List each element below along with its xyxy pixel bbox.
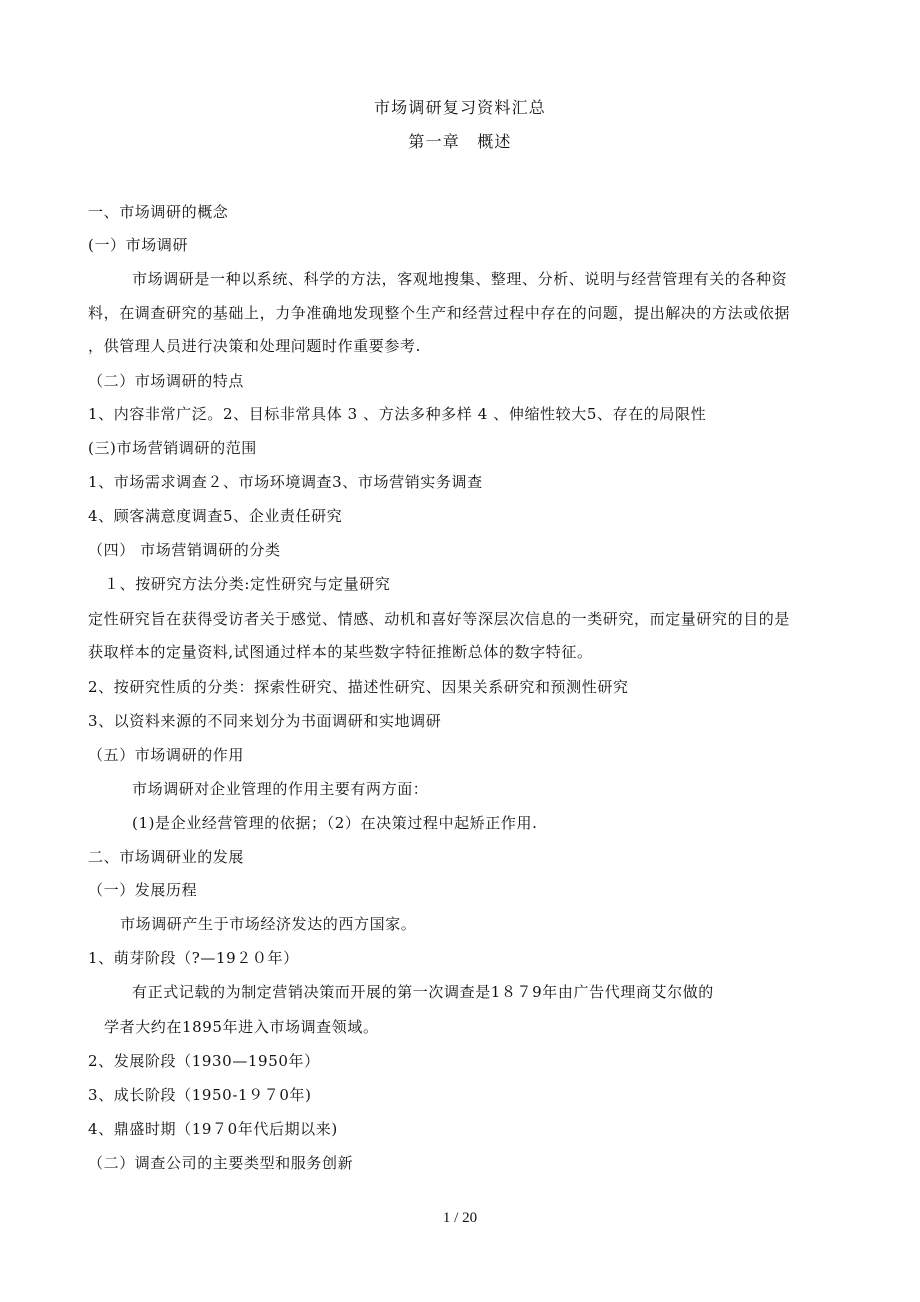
text-line: （四） 市场营销调研的分类 [88,541,281,559]
text-line: 1、市场需求调查２、市场环境调查3、市场营销实务调查 [88,473,483,491]
chapter-heading: 第一章 概述 [408,132,512,151]
text-line: (1)是企业经营管理的依据；（2）在决策过程中起矫正作用. [132,814,538,832]
text-line: 学者大约在1895年进入市场调查领域。 [104,1018,379,1036]
text-line: 一、市场调研的概念 [88,203,229,221]
text-line: (一）市场调研 [88,236,189,254]
text-line: ，供管理人员进行决策和处理问题时作重要参考. [88,337,421,355]
text-line: 3、以资料来源的不同来划分为书面调研和实地调研 [88,712,442,730]
text-line: 市场调研产生于市场经济发达的西方国家。 [120,915,417,933]
text-line: 1、内容非常广泛。2、目标非常具体 3 、方法多种多样 4 、伸缩性较大5、存在的局限性 [88,405,707,423]
text-line: 市场调研是一种以系统、科学的方法，客观地搜集、整理、分析、说明与经营管理有关的各种资 [132,270,788,288]
text-line: 有正式记载的为制定营销决策而开展的第一次调查是1８７9年由广告代理商艾尔做的 [132,983,714,1001]
text-line: （一）发展历程 [88,881,198,899]
text-line: 4、顾客满意度调查5、企业责任研究 [88,507,343,525]
text-line: 市场调研对企业管理的作用主要有两方面： [132,780,429,798]
text-line: （五）市场调研的作用 [88,746,245,764]
text-line: 4、鼎盛时期（19７0年代后期以来) [88,1120,338,1138]
text-line: 定性研究旨在获得受访者关于感觉、情感、动机和喜好等深层次信息的一类研究，而定量研究的目的是 [88,610,791,628]
document-title: 市场调研复习资料汇总 [373,98,546,117]
text-line: 1、萌芽阶段（?—19２０年） [88,949,299,967]
text-line: 2、发展阶段（1930—1950年） [88,1052,320,1070]
page-indicator: 1 / 20 [442,1210,478,1226]
text-line: 3、成长阶段（1950-1９７0年) [88,1086,312,1104]
text-line: 2、按研究性质的分类：探索性研究、描述性研究、因果关系研究和预测性研究 [88,678,629,696]
text-line: 二、市场调研业的发展 [88,848,245,866]
text-line: （二）市场调研的特点 [88,372,245,390]
text-line: (三)市场营销调研的范围 [88,439,257,457]
text-line: （二）调查公司的主要类型和服务创新 [88,1154,354,1172]
text-line: 料，在调查研究的基础上，力争准确地发现整个生产和经营过程中存在的问题，提出解决的方法或依据 [88,304,791,322]
text-line: 获取样本的定量资料,试图通过样本的某些数字特征推断总体的数字特征。 [88,643,593,661]
text-line: １、按研究方法分类:定性研究与定量研究 [104,575,391,593]
